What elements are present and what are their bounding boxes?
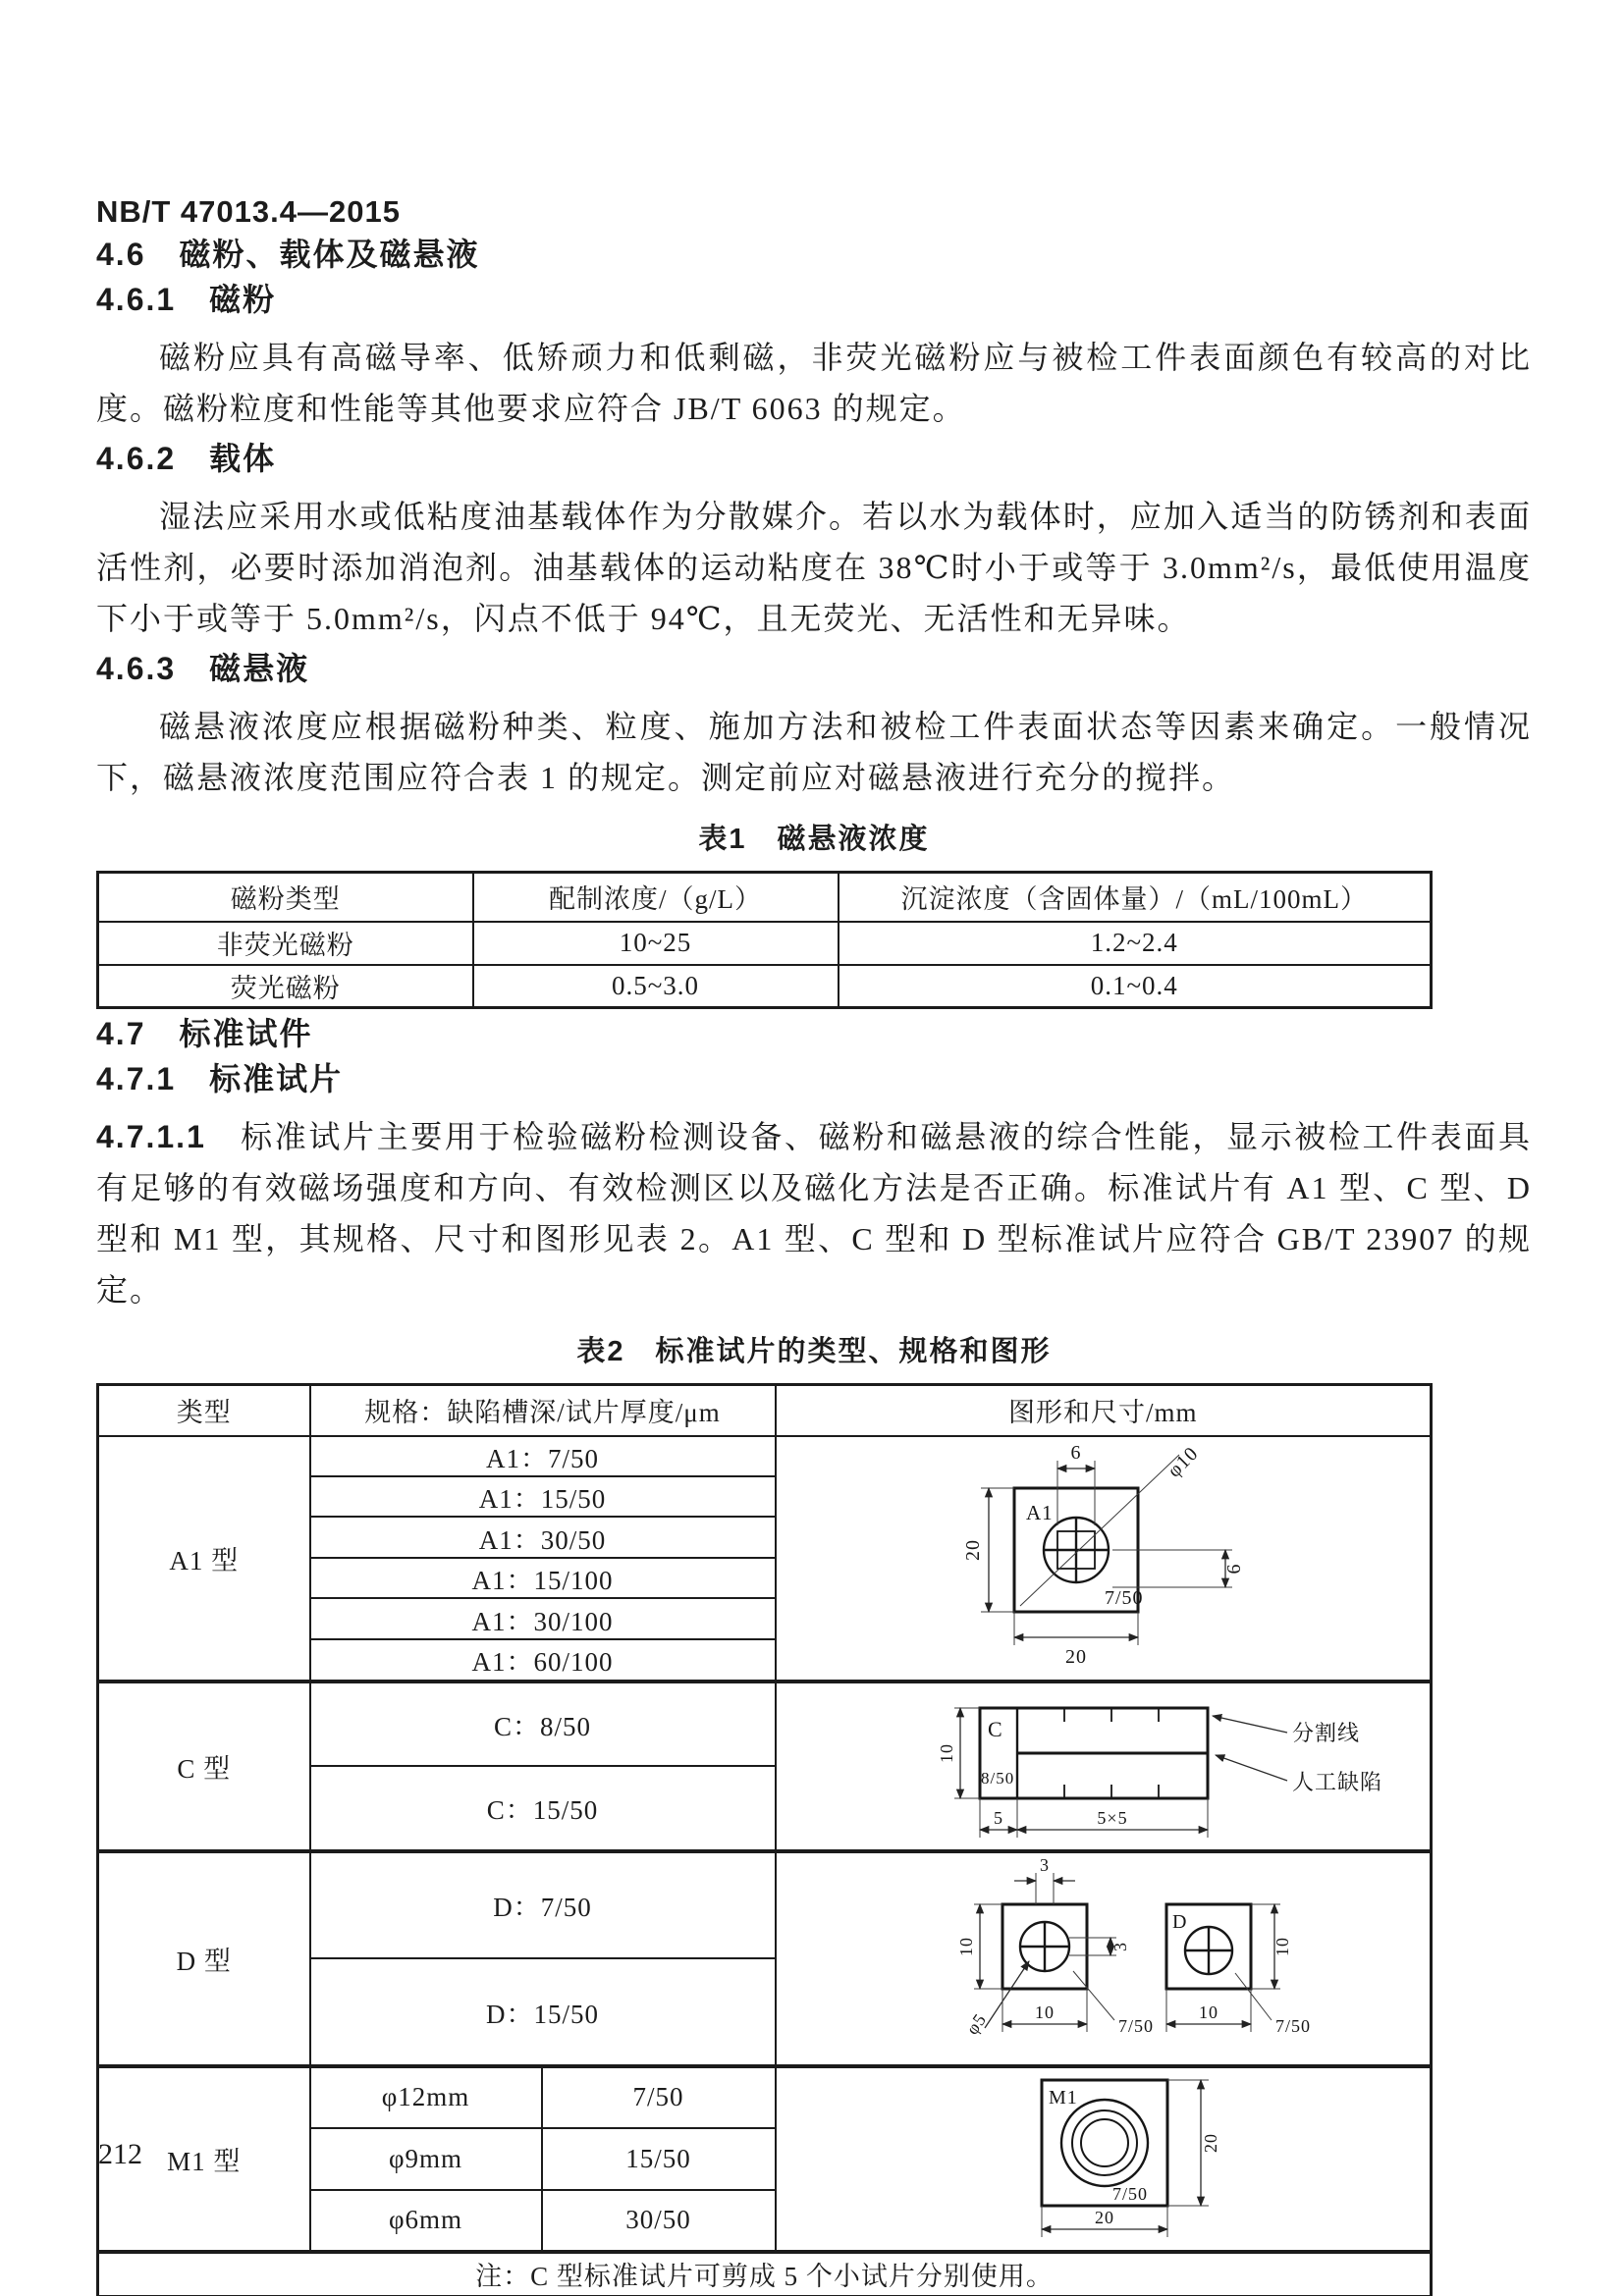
table-row: [98, 1682, 1432, 1767]
heading-4-6-1: 4.6.1 磁粉: [96, 282, 277, 317]
table1-cell: 荧光磁粉: [98, 965, 473, 1008]
spec-cell: A1：30/100: [310, 1598, 776, 1638]
plate-label: C: [988, 1716, 1003, 1741]
dim-label: 5: [994, 1807, 1004, 1828]
table-row: [98, 2066, 1432, 2128]
c-test-shim-diagram: [779, 1683, 1427, 1842]
slot-label: 7/50: [1112, 2183, 1149, 2204]
spec-cell: D：15/50: [310, 1958, 776, 2066]
dim-label: 20: [1201, 2132, 1221, 2153]
dim-label: 3: [1110, 1941, 1131, 1951]
spec-cell: φ12mm: [310, 2066, 542, 2128]
spec-cell: A1：15/100: [310, 1558, 776, 1598]
plate-label: D: [1172, 1910, 1188, 1933]
d-test-shim-diagram: [779, 1853, 1427, 2057]
type-cell-m1: M1 型: [98, 2066, 310, 2252]
table2: [96, 1383, 1433, 2296]
slot-label: 8/50: [981, 1768, 1015, 1788]
spec-cell: 30/50: [542, 2190, 776, 2252]
paragraph-4-7-1-1: [96, 1111, 1532, 1315]
paragraph-4-6-2: 湿法应采用水或低粘度油基载体作为分散媒介。若以水为载体时，应加入适当的防锈剂和表面活性剂，必要时添加消泡剂。油基载体的运动粘度在 38℃时小于或等于 3.0mm²/s，最低使用温度下小于或等于 5.0mm²/s，闪点不低于 94℃，且无荧光、无活性和无异味。: [96, 499, 1532, 636]
paragraph-4-6-1: 磁粉应具有高磁导率、低矫顽力和低剩磁，非荧光磁粉应与被检工件表面颜色有较高的对比度。磁粉粒度和性能等其他要求应符合 JB/T 6063 的规定。: [96, 340, 1532, 426]
dim-label: 10: [1272, 1936, 1293, 1956]
standard-number: NB/T 47013.4—2015: [96, 194, 401, 229]
figure-cell-c: [776, 1682, 1432, 1851]
table1-header-settling: 沉淀浓度（含固体量）/（mL/100mL）: [839, 873, 1432, 922]
dim-label: 10: [956, 1936, 977, 1956]
table-row: [98, 1851, 1432, 1959]
table-row: [98, 965, 1432, 1008]
dim-label: 20: [962, 1538, 985, 1561]
table1-title: 表1 磁悬液浓度: [698, 824, 930, 855]
spec-cell: A1：15/50: [310, 1476, 776, 1517]
table2-header-type: 类型: [98, 1385, 310, 1436]
table1-cell: 0.1~0.4: [839, 965, 1432, 1008]
table1-header-row: [98, 873, 1432, 922]
heading-4-7-1: 4.7.1 标准试片: [96, 1061, 344, 1096]
clause-number: 4.7.1.1: [96, 1119, 206, 1154]
spec-cell: 15/50: [542, 2128, 776, 2190]
table1: [96, 871, 1433, 1009]
type-cell-d: D 型: [98, 1851, 310, 2066]
table2-header-row: [98, 1385, 1432, 1436]
dim-label: 10: [1199, 2002, 1219, 2022]
spec-cell: φ6mm: [310, 2190, 542, 2252]
slot-label: 7/50: [1275, 2015, 1312, 2036]
table-row: [98, 922, 1432, 965]
spec-cell: 7/50: [542, 2066, 776, 2128]
table-row: [98, 2252, 1432, 2296]
table2-header-figure: 图形和尺寸/mm: [776, 1385, 1432, 1436]
slot-label: 7/50: [1105, 1586, 1144, 1609]
dim-label: φ5: [962, 2008, 991, 2038]
clause-text: 标准试片主要用于检验磁粉检测设备、磁粉和磁悬液的综合性能，显示被检工件表面具有足够的有效磁场强度和方向、有效检测区以及磁化方法是否正确。标准试片有 A1 型、C 型、D 型和 M1 型，其规格、尺寸和图形见表 2。A1 型、C 型和 D 型标准试片应符合 GB/T 23907 的规定。: [96, 1119, 1532, 1308]
table2-header-spec: 规格：缺陷槽深/试片厚度/μm: [310, 1385, 776, 1436]
figure-cell-d: [776, 1851, 1432, 2066]
type-cell-c: C 型: [98, 1682, 310, 1851]
table1-header-type: 磁粉类型: [98, 873, 473, 922]
dim-label: φ10: [1164, 1442, 1204, 1482]
spec-cell: C：8/50: [310, 1682, 776, 1767]
annotation-artificial-defect: 人工缺陷: [1292, 1769, 1383, 1794]
figure-cell-m1: [776, 2066, 1432, 2252]
spec-cell: A1：60/100: [310, 1639, 776, 1682]
table-row: [98, 1436, 1432, 1476]
paragraph-4-6-3: 磁悬液浓度应根据磁粉种类、粒度、施加方法和被检工件表面状态等因素来确定。一般情况下，磁悬液浓度范围应符合表 1 的规定。测定前应对磁悬液进行充分的搅拌。: [96, 709, 1532, 795]
heading-4-6-2: 4.6.2 载体: [96, 441, 277, 476]
spec-cell: C：15/50: [310, 1766, 776, 1851]
dim-label: 20: [1065, 1645, 1088, 1668]
heading-4-6: 4.6 磁粉、载体及磁悬液: [96, 237, 480, 272]
dim-label: 20: [1095, 2207, 1115, 2227]
table1-cell: 非荧光磁粉: [98, 922, 473, 965]
table2-title: 表2 标准试片的类型、规格和图形: [576, 1336, 1052, 1367]
table1-cell: 0.5~3.0: [473, 965, 839, 1008]
table1-header-concentration: 配制浓度/（g/L）: [473, 873, 839, 922]
plate-label: A1: [1026, 1500, 1054, 1524]
spec-cell: φ9mm: [310, 2128, 542, 2190]
dim-label: 3: [1040, 1854, 1051, 1875]
spec-cell: A1：7/50: [310, 1436, 776, 1476]
dim-label: 10: [937, 1742, 957, 1763]
type-cell-a1: A1 型: [98, 1436, 310, 1682]
heading-4-6-3: 4.6.3 磁悬液: [96, 651, 310, 686]
dim-label: 6: [1070, 1441, 1082, 1464]
slot-label: 7/50: [1118, 2015, 1155, 2036]
a1-test-shim-diagram: [779, 1437, 1427, 1673]
annotation-split-line: 分割线: [1292, 1720, 1361, 1745]
plate-label: M1: [1049, 2086, 1079, 2109]
m1-test-shim-diagram: [779, 2068, 1427, 2243]
heading-4-7: 4.7 标准试件: [96, 1016, 313, 1051]
table1-cell: 10~25: [473, 922, 839, 965]
page-content: [96, 194, 1532, 2296]
table1-cell: 1.2~2.4: [839, 922, 1432, 965]
table2-note: 注：C 型标准试片可剪成 5 个小试片分别使用。: [98, 2252, 1432, 2296]
dim-label: 6: [1223, 1563, 1246, 1574]
dim-label: 10: [1035, 2002, 1056, 2022]
spec-cell: D：7/50: [310, 1851, 776, 1959]
figure-cell-a1: [776, 1436, 1432, 1682]
dim-label: 5×5: [1097, 1807, 1128, 1828]
spec-cell: A1：30/50: [310, 1517, 776, 1557]
page-number: 212: [98, 2138, 142, 2170]
